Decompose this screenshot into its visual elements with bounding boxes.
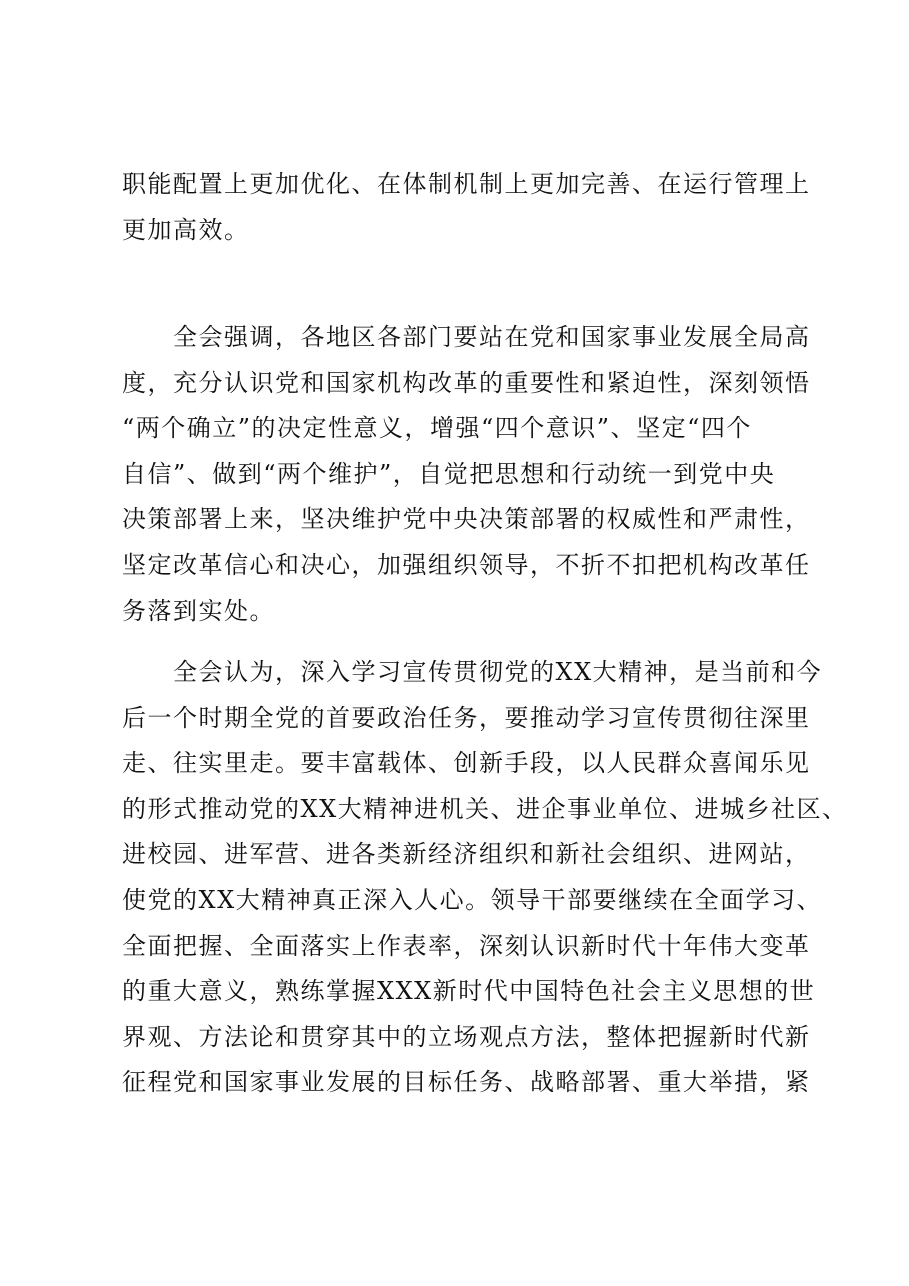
paragraph-line: 全会认为，深入学习宣传贯彻党的XX大精神，是当前和今 — [122, 658, 823, 686]
paragraph-line: 务落到实处。 — [122, 596, 275, 625]
paragraph-line: 走、往实里走。要丰富载体、创新手段，以人民群众喜闻乐见 — [122, 749, 811, 778]
paragraph-line: 进校园、进军营、进各类新经济组织和新社会组织、进网站， — [122, 840, 811, 869]
paragraph-2 — [122, 315, 811, 634]
paragraph-line: 更加高效。 — [122, 215, 250, 244]
paragraph-line: 征程党和国家事业发展的目标任务、战略部署、重大举措，紧 — [122, 1068, 811, 1097]
paragraph-line: 决策部署上来，坚决维护党中央决策部署的权威性和严肃性， — [122, 505, 811, 534]
paragraph-line: 全会强调，各地区各部门要站在党和国家事业发展全局高 — [122, 323, 811, 351]
paragraph-line: 职能配置上更加优化、在体制机制上更加完善、在运行管理上 — [122, 170, 811, 198]
paragraph-line — [122, 1106, 802, 1152]
paragraph-3 — [122, 650, 848, 1152]
paragraph-line: 使党的XX大精神真正深入人心。领导干部要继续在全面学习、 — [122, 885, 823, 914]
paragraph-line: 自信”、做到“两个维护”，自觉把思想和行动统一到党中央 — [122, 459, 776, 488]
paragraph-line: 界观、方法论和贯穿其中的立场观点方法，整体把握新时代新 — [122, 1022, 811, 1051]
paragraph-line: 后一个时期全党的首要政治任务，要推动学习宣传贯彻往深里 — [122, 703, 811, 732]
paragraph-line: 度，充分认识党和国家机构改革的重要性和紧迫性，深刻领悟 — [122, 368, 811, 397]
paragraph-line: 坚定改革信心和决心，加强组织领导，不折不扣把机构改革任 — [122, 550, 811, 579]
paragraph-line: 全面把握、全面落实上作表率，深刻认识新时代十年伟大变革 — [122, 931, 811, 960]
paragraph-line: 的重大意义，熟练掌握XXX新时代中国特色社会主义思想的世 — [122, 977, 816, 1006]
paragraph-1 — [122, 162, 811, 253]
paragraph-line: 的形式推动党的XX大精神进机关、进企事业单位、进城乡社区、 — [122, 794, 848, 823]
paragraph-line: “两个确立”的决定性意义，增强“四个意识”、坚定“四个 — [122, 414, 752, 443]
